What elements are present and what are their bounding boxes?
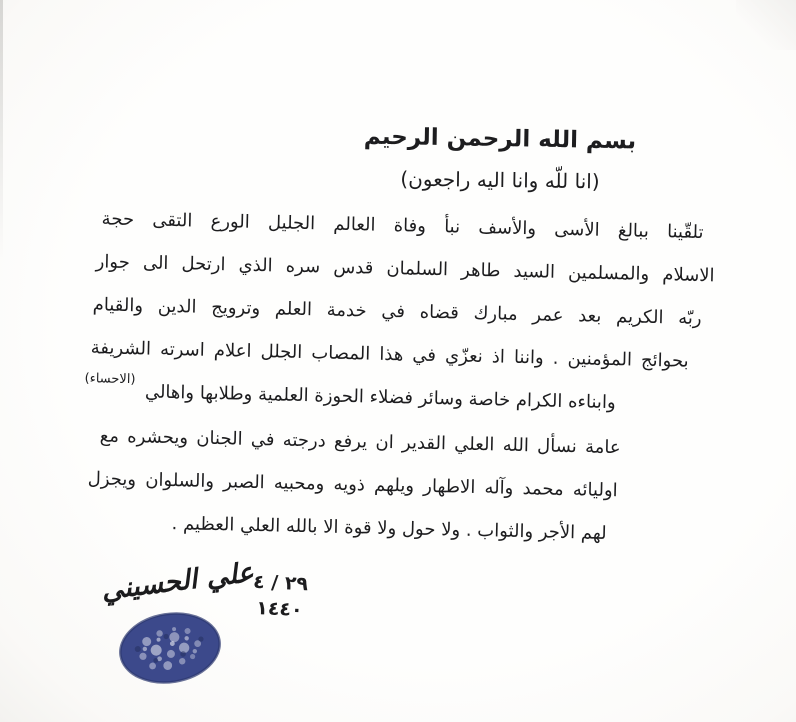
- body-line: الاسلام والمسلمين السيد طاهر السلمان قدس سره الذي ارتحل الى جوار: [95, 251, 715, 287]
- body-line: ربّه الكريم بعد عمر مبارك قضاه في خدمة العلم وترويج الدين والقيام: [92, 294, 702, 330]
- body-line-text: وابناءه الكرام خاصة وسائر فضلاء الحوزة العلمية وطلابها واهالي: [144, 381, 616, 414]
- istirja-verse: (انا للّه وانا اليه راجعون): [400, 166, 600, 194]
- seal-ellipse: [115, 607, 224, 690]
- hijri-date-day-month: ٢٩ / ٤: [252, 570, 309, 596]
- signature-handwritten: علي الحسيني: [99, 556, 256, 607]
- body-line: اوليائه محمد وآله الاطهار ويلهم ذويه ومحبيه الصبر والسلوان ويجزل: [87, 468, 618, 502]
- scan-corner-shade: [736, 0, 796, 50]
- body-line: لهم الأجر والثواب . ولا حول ولا قوة الا بالله العلي العظيم .: [171, 513, 607, 544]
- condolence-body: [86, 197, 744, 558]
- scan-edge-artifact: [0, 0, 3, 262]
- ahsa-superscript-note: (الاحساء): [84, 371, 136, 388]
- body-line: بحوائج المؤمنين . واننا اذ نعزّي في هذا المصاب الجلل اعلام اسرته الشريفة: [90, 337, 689, 372]
- body-line: عامة نسأل الله العلي القدير ان يرفع درجته في الجنان ويحشره مع: [99, 425, 621, 459]
- body-line: تلقّينا ببالغ الأسى والأسف نبأ وفاة العالم الجليل الورع التقى حجة: [101, 208, 704, 244]
- basmala-heading: بسم الله الرحمن الرحيم: [363, 123, 637, 155]
- hijri-date-year: ١٤٤٠: [255, 596, 304, 621]
- seal-stamp: [112, 600, 227, 695]
